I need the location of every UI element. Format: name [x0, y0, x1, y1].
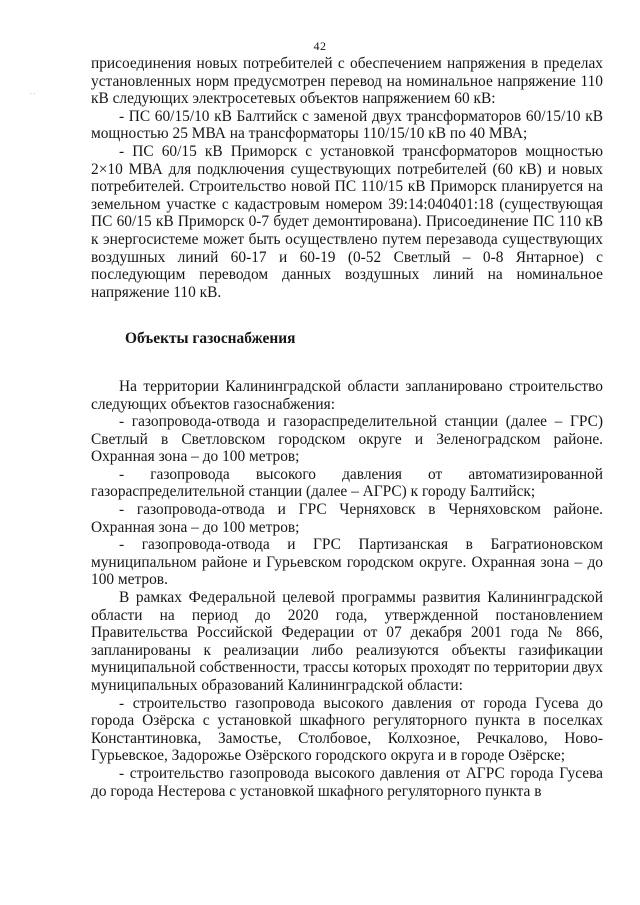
- margin-mark: . .: [30, 88, 36, 96]
- list-item-grs-svetly: - газопровода-отвода и газораспределительной станции (далее – ГРС) Светлый в Светловском городском округе и Зеленоградском районе. Охранная зона – до 100 метров;: [91, 413, 603, 466]
- list-item-gusev-nesterov: - строительство газопровода высокого давления от АГРС города Гусева до города Нестерова с установкой шкафного регуляторного пункта в: [91, 764, 603, 800]
- list-item-ps-baltiysk: - ПС 60/15/10 кВ Балтийск с заменой двух трансформаторов 60/15/10 кВ мощностью 25 МВА на трансформаторы 110/15/10 кВ по 40 МВА;: [91, 107, 603, 143]
- document-body: [91, 55, 603, 800]
- list-item-ps-primorsk: - ПС 60/15 кВ Приморск с установкой трансформаторов мощностью 2×10 МВА для подключения существующих потребителей (60 кВ) и новых потребителей. Строительство новой ПС 110/15 кВ Приморск планируется на земельном участке с кадастровым номером 39:14:040401:18 (существующая ПС 60/15 кВ Приморск 0-7 будет демонтирована). Присоединение ПС 110 кВ к энергосистеме может быть осуществлено путем перезавода существующих воздушных линий 60-17 и 60-19 (0-52 Светлый – 0-8 Янтарное) с последующим переводом данных воздушных линий на номинальное напряжение 110 кВ.: [91, 142, 603, 301]
- list-item-gusev-ozersk: - строительство газопровода высокого давления от города Гусева до города Озёрска с установкой шкафного регуляторного пункта в поселках Константиновка, Замостье, Столбовое, Колхозное, Речкалово, Ново-Гурьевское, Задорожье Озёрского городского округа и в городе Озёрске;: [91, 694, 603, 765]
- paragraph-gas-planned: На территории Калининградской области запланировано строительство следующих объектов газоснабжения:: [91, 377, 603, 413]
- list-item-grs-partizanskaya: - газопровода-отвода и ГРС Партизанская в Багратионовском муниципальном районе и Гурьевском городском округе. Охранная зона – до 100 метров.: [91, 536, 603, 589]
- list-item-grs-chernyakhovsk: - газопровода-отвода и ГРС Черняховск в Черняховском районе. Охранная зона – до 100 метров;: [91, 501, 603, 536]
- section-heading-gas-supply: Объекты газоснабжения: [125, 330, 296, 348]
- paragraph-intro-continuation: присоединения новых потребителей с обеспечением напряжения в пределах установленных норм предусмотрен перевод на номинальное напряжение 110 кВ следующих электросетевых объектов напряжением 60 кВ:: [91, 55, 603, 108]
- paragraph-federal-program: В рамках Федеральной целевой программы развития Калининградской области на период до 2020 года, утвержденной постановлением Правительства Российской Федерации от 07 декабря 2001 года № 866, запланированы к реализации либо реализуются объекты газификации муниципальной собственности, трассы которых проходят по территории двух муниципальных образований Калининградской области:: [91, 589, 603, 694]
- page-number: 42: [313, 39, 327, 53]
- list-item-agrs-baltiysk: - газопровода высокого давления от автоматизированной газораспределительной станции (далее – АГРС) к городу Балтийск;: [91, 465, 603, 501]
